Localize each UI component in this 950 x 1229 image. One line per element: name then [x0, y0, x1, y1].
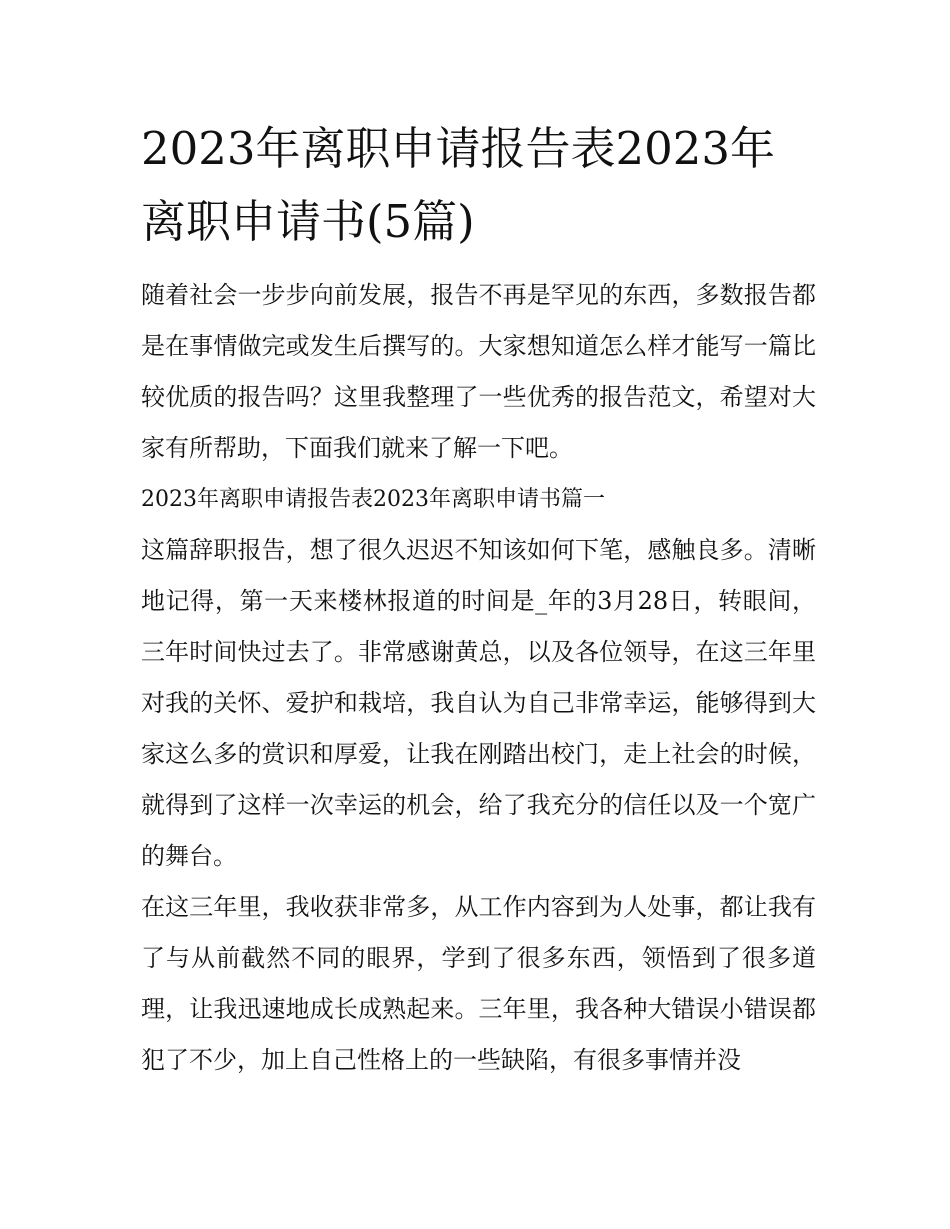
body-paragraph-2: 在这三年里，我收获非常多，从工作内容到为人处事，都让我有了与从前截然不同的眼界，学到了很多东西，领悟到了很多道理，让我迅速地成长成熟起来。三年里，我各种大错误小错误都犯了不少，加上自己性格上的一些缺陷，有很多事情并没 [141, 893, 816, 1074]
document-body [141, 112, 816, 1086]
section-heading: 2023年离职申请报告表2023年离职申请书篇一 [141, 487, 605, 512]
document-title: 2023年离职申请报告表2023年离职申请书(5篇) [141, 122, 776, 248]
body-paragraph-1: 这篇辞职报告，想了很久迟迟不知该如何下笔，感触良多。清晰地记得，第一天来楼林报道的时间是_年的3月28日，转眼间，三年时间快过去了。非常感谢黄总，以及各位领导，在这三年里对我的关怀、爱护和栽培，我自认为自己非常幸运，能够得到大家这么多的赏识和厚爱，让我在刚踏出校门，走上社会的时候，就得到了这样一次幸运的机会，给了我充分的信任以及一个宽广的舞台。 [141, 536, 816, 870]
intro-paragraph: 随着社会一步步向前发展，报告不再是罕见的东西，多数报告都是在事情做完或发生后撰写的。大家想知道怎么样才能写一篇比较优质的报告吗？这里我整理了一些优秀的报告范文，希望对大家有所帮助，下面我们就来了解一下吧。 [141, 281, 816, 462]
